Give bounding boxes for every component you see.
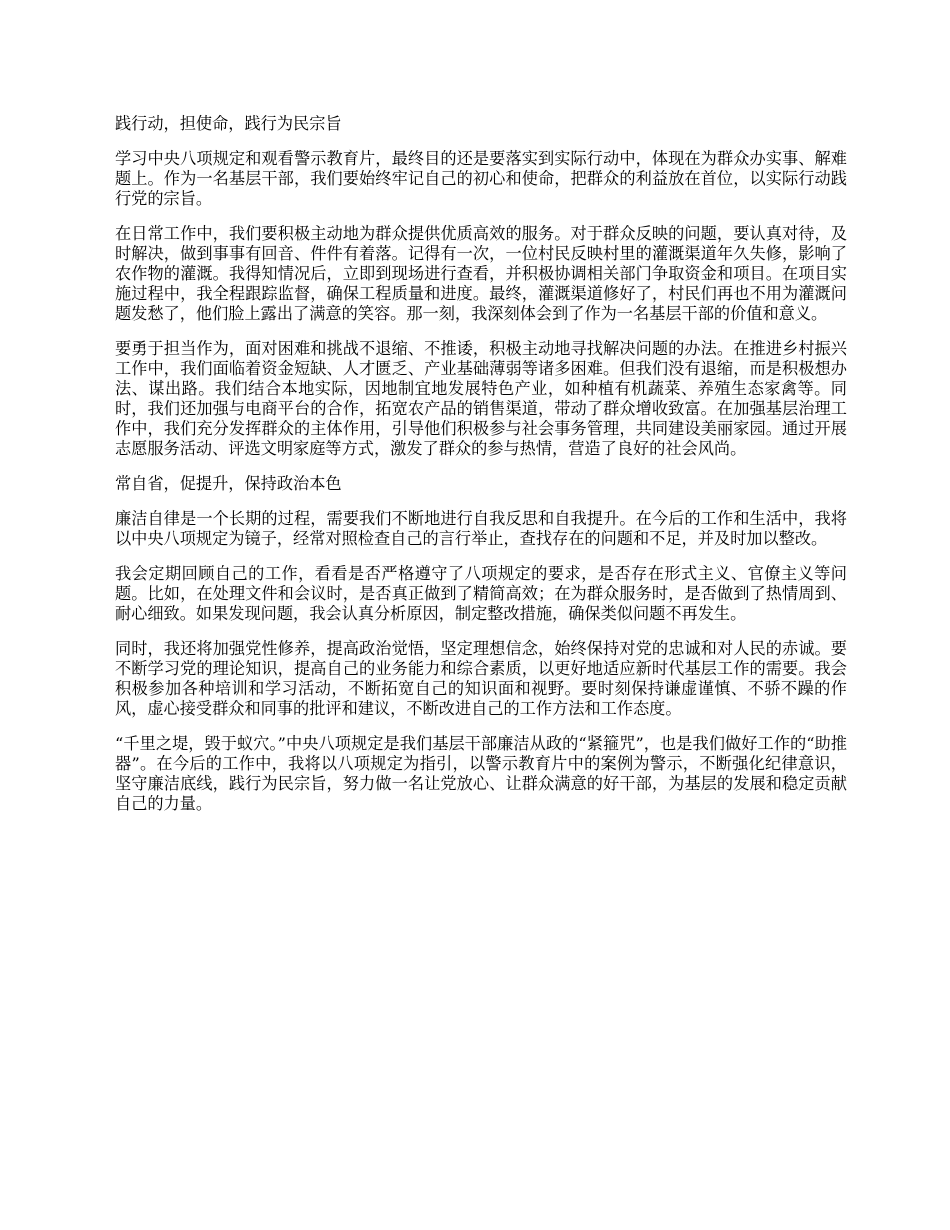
paragraph-take-responsibility: 要勇于担当作为，面对困难和挑战不退缩、不推诿，积极主动地寻找解决问题的办法。在推进乡村振兴工作中，我们面临着资金短缺、人才匮乏、产业基础薄弱等诸多困难。但我们没有退缩，而是积极想办法、谋出路。我们结合本地实际，因地制宜地发展特色产业，如种植有机蔬菜、养殖生态家禽等。同时，我们还加强与电商平台的合作，拓宽农产品的销售渠道，带动了群众增收致富。在加强基层治理工作中，我们充分发挥群众的主体作用，引导他们积极参与社会事务管理，共同建设美丽家园。通过开展志愿服务活动、评选文明家庭等方式，激发了群众的参与热情，营造了良好的社会风尚。: [115, 339, 847, 458]
paragraph-conclusion: “千里之堤，毁于蚁穴。”中央八项规定是我们基层干部廉洁从政的“紧箍咒”，也是我们做好工作的“助推器”。在今后的工作中，我将以八项规定为指引，以警示教育片中的案例为警示，不断强化纪律意识，坚守廉洁底线，践行为民宗旨，努力做一名让党放心、让群众满意的好干部，为基层的发展和稳定贡献自己的力量。: [115, 734, 847, 813]
document-body: [115, 114, 847, 829]
paragraph-daily-service: 在日常工作中，我们要积极主动地为群众提供优质高效的服务。对于群众反映的问题，要认真对待，及时解决，做到事事有回音、件件有着落。记得有一次，一位村民反映村里的灌溉渠道年久失修，影响了农作物的灌溉。我得知情况后，立即到现场进行查看，并积极协调相关部门争取资金和项目。在项目实施过程中，我全程跟踪监督，确保工程质量和进度。最终，灌溉渠道修好了，村民们再也不用为灌溉问题发愁了，他们脸上露出了满意的笑容。那一刻，我深刻体会到了作为一名基层干部的价值和意义。: [115, 224, 847, 323]
paragraph-practice-purpose: 学习中央八项规定和观看警示教育片，最终目的还是要落实到实际行动中，体现在为群众办实事、解难题上。作为一名基层干部，我们要始终牢记自己的初心和使命，把群众的利益放在首位，以实际行动践行党的宗旨。: [115, 149, 847, 208]
section-heading-self-reflection: 常自省，促提升，保持政治本色: [115, 474, 342, 493]
paragraph-regular-review: 我会定期回顾自己的工作，看看是否严格遵守了八项规定的要求，是否存在形式主义、官僚主义等问题。比如，在处理文件和会议时，是否真正做到了精简高效；在为群众服务时，是否做到了热情周到、耐心细致。如果发现问题，我会认真分析原因，制定整改措施，确保类似问题不再发生。: [115, 564, 847, 623]
section-heading-action: 践行动，担使命，践行为民宗旨: [115, 114, 342, 133]
paragraph-self-discipline: 廉洁自律是一个长期的过程，需要我们不断地进行自我反思和自我提升。在今后的工作和生活中，我将以中央八项规定为镜子，经常对照检查自己的言行举止，查找存在的问题和不足，并及时加以整改。: [115, 509, 847, 548]
paragraph-party-cultivation: 同时，我还将加强党性修养，提高政治觉悟，坚定理想信念，始终保持对党的忠诚和对人民的赤诚。要不断学习党的理论知识，提高自己的业务能力和综合素质，以更好地适应新时代基层工作的需要。我会积极参加各种培训和学习活动，不断拓宽自己的知识面和视野。要时刻保持谦虚谨慎、不骄不躁的作风，虚心接受群众和同事的批评和建议，不断改进自己的工作方法和工作态度。: [115, 639, 847, 718]
